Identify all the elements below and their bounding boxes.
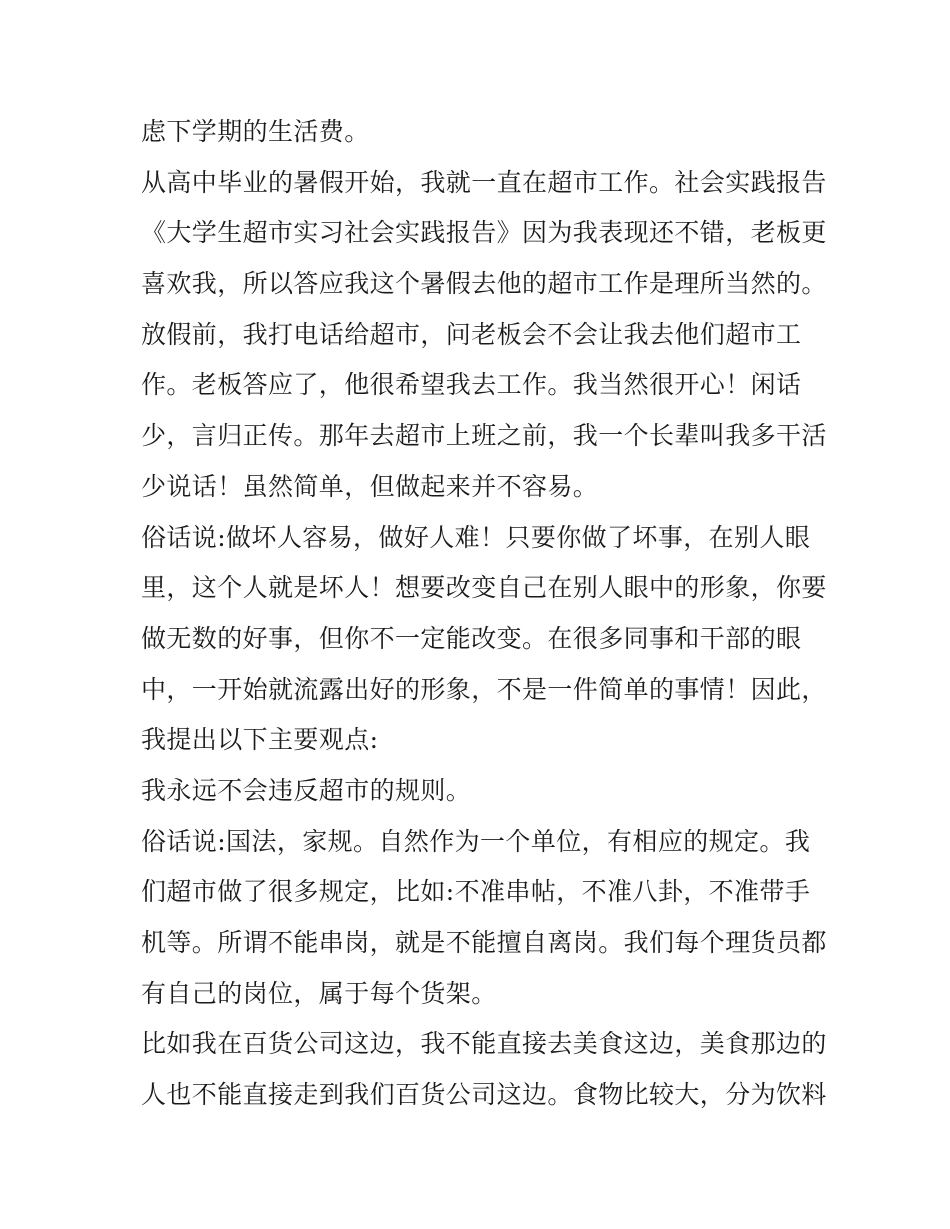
text-line: 虑下学期的生活费。 — [141, 117, 370, 146]
text-line: 俗话说:国法，家规。自然作为一个单位，有相应的规定。我 — [141, 826, 811, 856]
text-line: 俗话说:做坏人容易，做好人难！只要你做了坏事，在别人眼 — [141, 522, 811, 552]
document-body — [141, 107, 827, 1121]
text-line: 们超市做了很多规定，比如:不准串帖，不准八卦，不准带手 — [141, 877, 811, 907]
text-line: 放假前，我打电话给超市，问老板会不会让我去他们超市工 — [141, 319, 802, 349]
text-line: 喜欢我，所以答应我这个暑假去他的超市工作是理所当然的。 — [141, 269, 827, 299]
text-line: 机等。所谓不能串岗，就是不能擅自离岗。我们每个理货员都 — [141, 928, 827, 957]
text-line: 中，一开始就流露出好的形象，不是一件简单的事情！因此， — [141, 674, 827, 704]
text-line: 少说话！虽然简单，但做起来并不容易。 — [141, 471, 599, 501]
text-line: 人也不能直接走到我们百货公司这边。食物比较大，分为饮料 — [141, 1080, 827, 1110]
text-line: 我提出以下主要观点: — [141, 725, 379, 755]
text-line: 我永远不会违反超市的规则。 — [141, 775, 472, 805]
text-line: 从高中毕业的暑假开始，我就一直在超市工作。社会实践报告 — [141, 167, 827, 197]
text-line: 有自己的岗位，属于每个货架。 — [141, 978, 497, 1008]
text-line: 作。老板答应了，他很希望我去工作。我当然很开心！闲话 — [141, 370, 802, 400]
text-line: 少，言归正传。那年去超市上班之前，我一个长辈叫我多干活 — [141, 421, 827, 451]
text-line: 《大学生超市实习社会实践报告》因为我表现还不错，老板更 — [141, 218, 827, 248]
text-line: 比如我在百货公司这边，我不能直接去美食这边，美食那边的 — [141, 1029, 827, 1059]
text-line: 里，这个人就是坏人！想要改变自己在别人眼中的形象，你要 — [141, 573, 827, 603]
text-line: 做无数的好事，但你不一定能改变。在很多同事和干部的眼 — [141, 623, 802, 653]
